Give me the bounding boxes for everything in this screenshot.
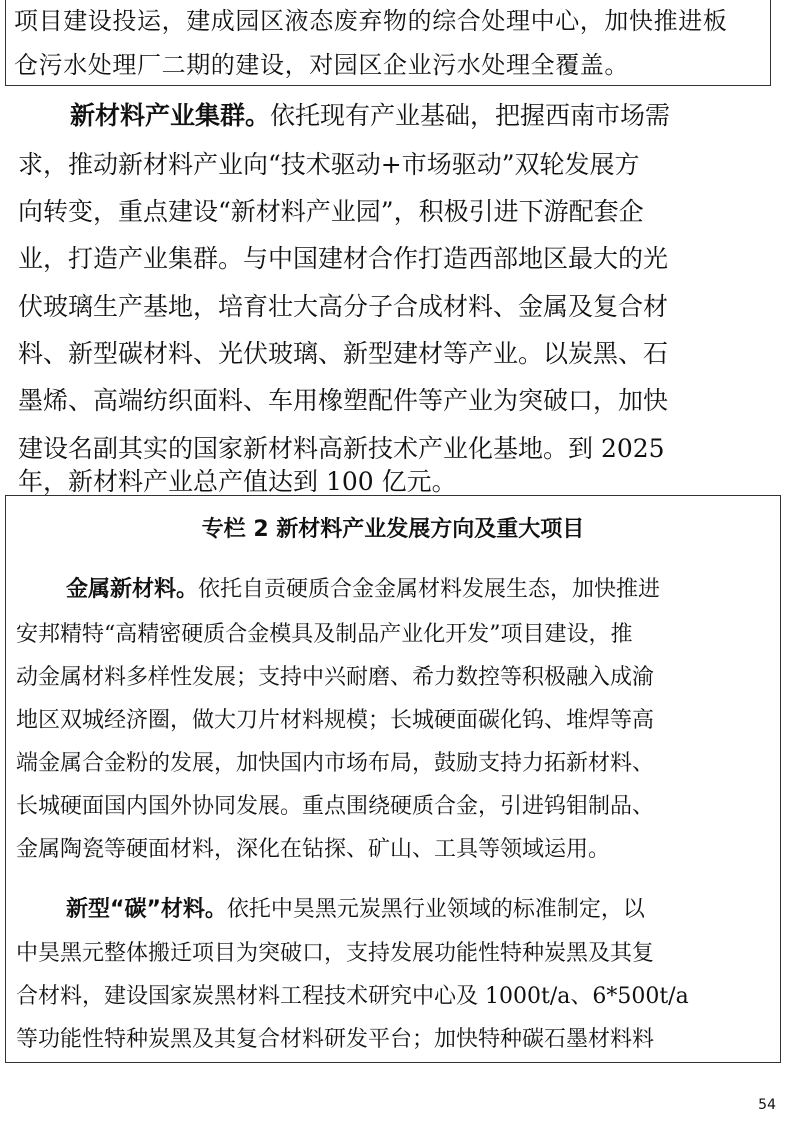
box-line: 长城硬面国内国外协同发展。重点围绕硬质合金，引进钨钼制品、 <box>16 794 655 819</box>
paragraph-line: 年，新材料产业总产值达到 100 亿元。 <box>18 467 457 496</box>
paragraph-line: 墨烯、高端纺织面料、车用橡塑配件等产业为突破口，加快 <box>18 386 669 415</box>
paragraph-first-line: 依托现有产业基础，把握西南市场需 <box>270 101 671 130</box>
paragraph-line: 料、新型碳材料、光伏玻璃、新型建材等产业。以炭黑、石 <box>18 339 669 368</box>
section-lead: 新型“碳”材料。 <box>66 897 227 922</box>
box-line: 安邦精特“高精密硬质合金模具及制品产业化开发”项目建设，推 <box>16 622 633 647</box>
box-line: 金属陶瓷等硬面材料，深化在钻探、矿山、工具等领域运用。 <box>16 837 611 862</box>
continued-text-line: 仓污水处理厂二期的建设，对园区企业污水处理全覆盖。 <box>14 51 629 79</box>
box-line: 地区双城经济圈，做大刀片材料规模；长城硬面碳化钨、堆焊等高 <box>16 708 655 733</box>
box-line <box>66 898 645 922</box>
page-number: 54 <box>758 1097 776 1113</box>
box-line: 合材料，建设国家炭黑材料工程技术研究中心及 1000t/a、6*500t/a <box>16 984 689 1009</box>
paragraph-line: 建设名副其实的国家新材料高新技术产业化基地。到 2025 <box>18 434 665 463</box>
paragraph-line: 求，推动新材料产业向“技术驱动+市场驱动”双轮发展方 <box>18 150 640 179</box>
box-line <box>66 578 660 602</box>
box-line: 端金属合金粉的发展，加快国内市场布局，鼓励支持力拓新材料、 <box>16 751 655 776</box>
column-box-title: 专栏 2 新材料产业发展方向及重大项目 <box>201 517 585 542</box>
section-first-line: 依托中昊黑元炭黑行业领域的标准制定，以 <box>226 897 645 922</box>
box-line: 中昊黑元整体搬迁项目为突破口，支持发展功能性特种炭黑及其复 <box>16 941 655 966</box>
paragraph-line: 向转变，重点建设“新材料产业园”，积极引进下游配套企 <box>18 197 644 226</box>
continued-text-box <box>5 0 771 86</box>
column-box <box>5 495 781 1063</box>
section-first-line: 依托自贡硬质合金金属材料发展生态，加快推进 <box>198 577 661 602</box>
section-lead: 金属新材料。 <box>66 577 199 602</box>
paragraph-lead: 新材料产业集群。 <box>70 101 271 130</box>
paragraph-line: 伏玻璃生产基地，培育壮大高分子合成材料、金属及复合材 <box>18 292 669 321</box>
paragraph-line <box>70 103 670 129</box>
paragraph-line: 业，打造产业集群。与中国建材合作打造西部地区最大的光 <box>18 244 669 273</box>
box-line: 等功能性特种炭黑及其复合材料研发平台；加快特种碳石墨材料料 <box>16 1027 655 1052</box>
box-line: 动金属材料多样性发展；支持中兴耐磨、希力数控等积极融入成渝 <box>16 665 655 690</box>
continued-text-line: 项目建设投运，建成园区液态废弃物的综合处理中心，加快推进板 <box>14 7 728 35</box>
